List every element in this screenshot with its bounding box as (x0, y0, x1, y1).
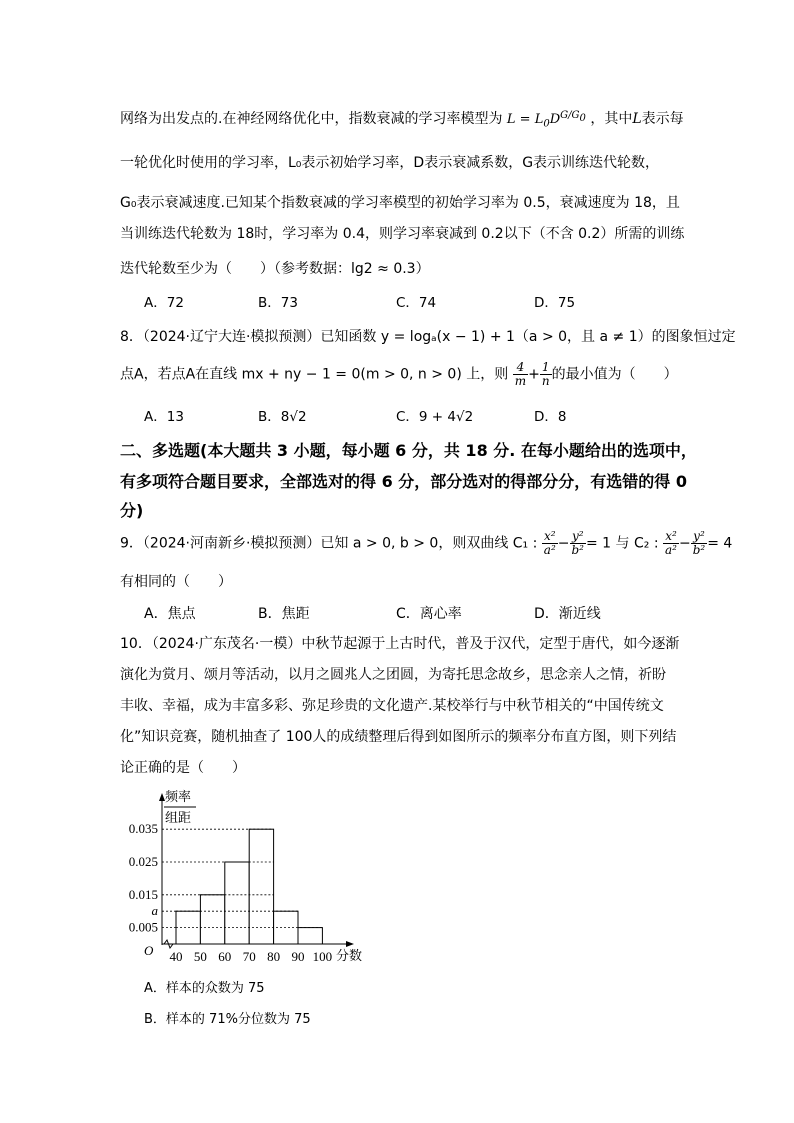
q7-option-b[interactable]: B．73 (258, 295, 298, 311)
eq2-rhs: = 4 (707, 535, 733, 552)
q7-line4: 当训练迭代轮数为 18时，学习率为 0.4，则学习率衰减到 0.2以下（不含 0.2）所需的训练 (120, 226, 685, 242)
q7-line5: 迭代轮数至少为（ ）（参考数据：lg2 ≈ 0.3） (120, 261, 430, 277)
q10-option-a[interactable]: A．样本的众数为 75 (144, 981, 265, 996)
q7-var-l: L (632, 111, 642, 127)
x-tick-label: 80 (267, 949, 281, 964)
q8-text-a: 点A，若点A在直线 mx + ny − 1 = 0(m > 0, n > 0) 上，则 (120, 366, 509, 383)
q10-option-b[interactable]: B．样本的 71%分位数为 75 (144, 1012, 311, 1027)
q8-option-d[interactable]: D．8 (534, 409, 567, 425)
ylabel-bottom: 组距 (165, 810, 192, 825)
q8-option-b[interactable]: B．8√2 (258, 409, 307, 425)
q10-line3: 丰收、幸福，成为丰富多彩、弥足珍贵的文化遗产.某校举行与中秋节相关的“中国传统文 (120, 698, 664, 714)
histogram-bar (200, 895, 224, 944)
b2-denominator-c2: b² (692, 543, 706, 557)
q7-text-d: 表示每 (641, 111, 684, 127)
ylabel-top: 频率 (165, 789, 192, 804)
y2-numerator: y² (570, 530, 587, 544)
y-tick-label: 0.015 (128, 886, 158, 902)
plus-sign: + (528, 366, 540, 383)
x2-numerator-c2: x² (663, 530, 679, 544)
q9-line1 (120, 530, 732, 557)
a2-denominator: a² (543, 543, 556, 557)
x-tick-label: 90 (291, 949, 305, 964)
q8-line1: 8．（2024·辽宁大连·模拟预测）已知函数 y = logₐ(x − 1) + 1（a > 0，且 a ≠ 1）的图象恒过定 (120, 329, 736, 345)
x-tick-label: 40 (169, 949, 183, 964)
minus-sign: − (557, 535, 570, 552)
x-tick-label: 50 (193, 949, 207, 964)
q9-option-b[interactable]: B．焦距 (258, 606, 310, 622)
q9-text-a: 9．（2024·河南新乡·模拟预测）已知 a > 0, b > 0，则双曲线 C₁ : (120, 535, 538, 552)
q7-line2: 一轮优化时使用的学习率，L₀表示初始学习率，D表示衰减系数，G表示训练迭代轮数， (120, 155, 660, 171)
histogram-bar (298, 928, 322, 944)
x-tick-label: 100 (312, 949, 333, 964)
q7-line1 (120, 108, 684, 130)
a2-denominator-c2: a² (665, 543, 677, 557)
x-tick-label: 60 (218, 949, 232, 964)
q7-text-b: ，其中 (590, 111, 633, 127)
y2-numerator-c2: y² (691, 530, 708, 544)
q8-line2 (120, 361, 678, 388)
y-tick-label: 0.035 (128, 821, 158, 837)
q10-line2: 演化为赏月、颂月等活动，以月之圆兆人之团圆，为寄托思念故乡，思念亲人之情，祈盼 (120, 667, 666, 683)
q9-text-mid: 与 C₂ : (615, 535, 659, 552)
q7-option-a[interactable]: A．72 (144, 295, 184, 311)
q9-option-d[interactable]: D．渐近线 (534, 606, 601, 622)
q8-option-a[interactable]: A．13 (144, 409, 184, 425)
x-tick-label: 70 (242, 949, 256, 964)
frac1-numerator: 4 (513, 361, 528, 375)
eq1-rhs: = 1 (586, 535, 612, 552)
section2-heading-line1: 二、多选题(本大题共 3 小题，每小题 6 分，共 18 分. 在每小题给出的选项中， (120, 441, 697, 460)
q8-text-b: 的最小值为（ ） (551, 366, 678, 383)
minus-sign-c2: − (678, 535, 691, 552)
b2-denominator: b² (571, 543, 584, 557)
frac1-denominator: m (514, 374, 527, 388)
frequency-histogram (110, 785, 380, 970)
x2-numerator: x² (542, 530, 558, 544)
origin-label: O (144, 943, 154, 958)
frac-x2-a2 (542, 530, 558, 557)
section2-heading-line2: 有多项符合题目要求，全部选对的得 6 分，部分选对的得部分分，有选错的得 0 (120, 472, 687, 491)
q7-option-d[interactable]: D．75 (534, 295, 576, 311)
histogram-bar (249, 829, 273, 944)
frac-y2-b2 (570, 530, 587, 557)
y-tick-label: 0.005 (128, 919, 158, 935)
frac2-numerator: 1 (540, 361, 552, 375)
x-axis-arrow (346, 941, 354, 947)
histogram-bar (225, 862, 249, 944)
fraction-1-over-n (540, 361, 552, 388)
q9-option-a[interactable]: A．焦点 (144, 606, 196, 622)
fraction-4-over-m (513, 361, 528, 388)
y-tick-label: a (151, 903, 158, 919)
frac2-denominator: n (541, 374, 550, 388)
q10-line4: 化”知识竞赛，随机抽查了 100人的成绩整理后得到如图所示的频率分布直方图，则下列结 (120, 729, 677, 745)
y-tick-label: 0.025 (128, 854, 158, 869)
frac-x2-a2-c2 (663, 530, 679, 557)
q7-text-a: 网络为出发点的.在神经网络优化中，指数衰减的学习率模型为 (120, 111, 503, 127)
q10-line1: 10．（2024·广东茂名·一模）中秋节起源于上古时代，普及于汉代，定型于唐代，如今逐渐 (120, 636, 680, 652)
q7-option-c[interactable]: C．74 (396, 295, 437, 311)
xlabel: 分数 (336, 948, 363, 963)
q9-option-c[interactable]: C．离心率 (396, 606, 462, 622)
section2-heading-line3: 分) (120, 501, 144, 520)
q8-option-c[interactable]: C．9 + 4√2 (396, 409, 474, 425)
q10-line5: 论正确的是（ ） (120, 760, 246, 776)
q9-line2: 有相同的（ ） (120, 574, 232, 590)
lr-formula: $L = L_0D^{G/G_0}$ (506, 109, 586, 130)
q7-line3: G₀表示衰减速度.已知某个指数衰减的学习率模型的初始学习率为 0.5，衰减速度为 18，且 (120, 195, 680, 211)
frac-y2-b2-c2 (691, 530, 708, 557)
